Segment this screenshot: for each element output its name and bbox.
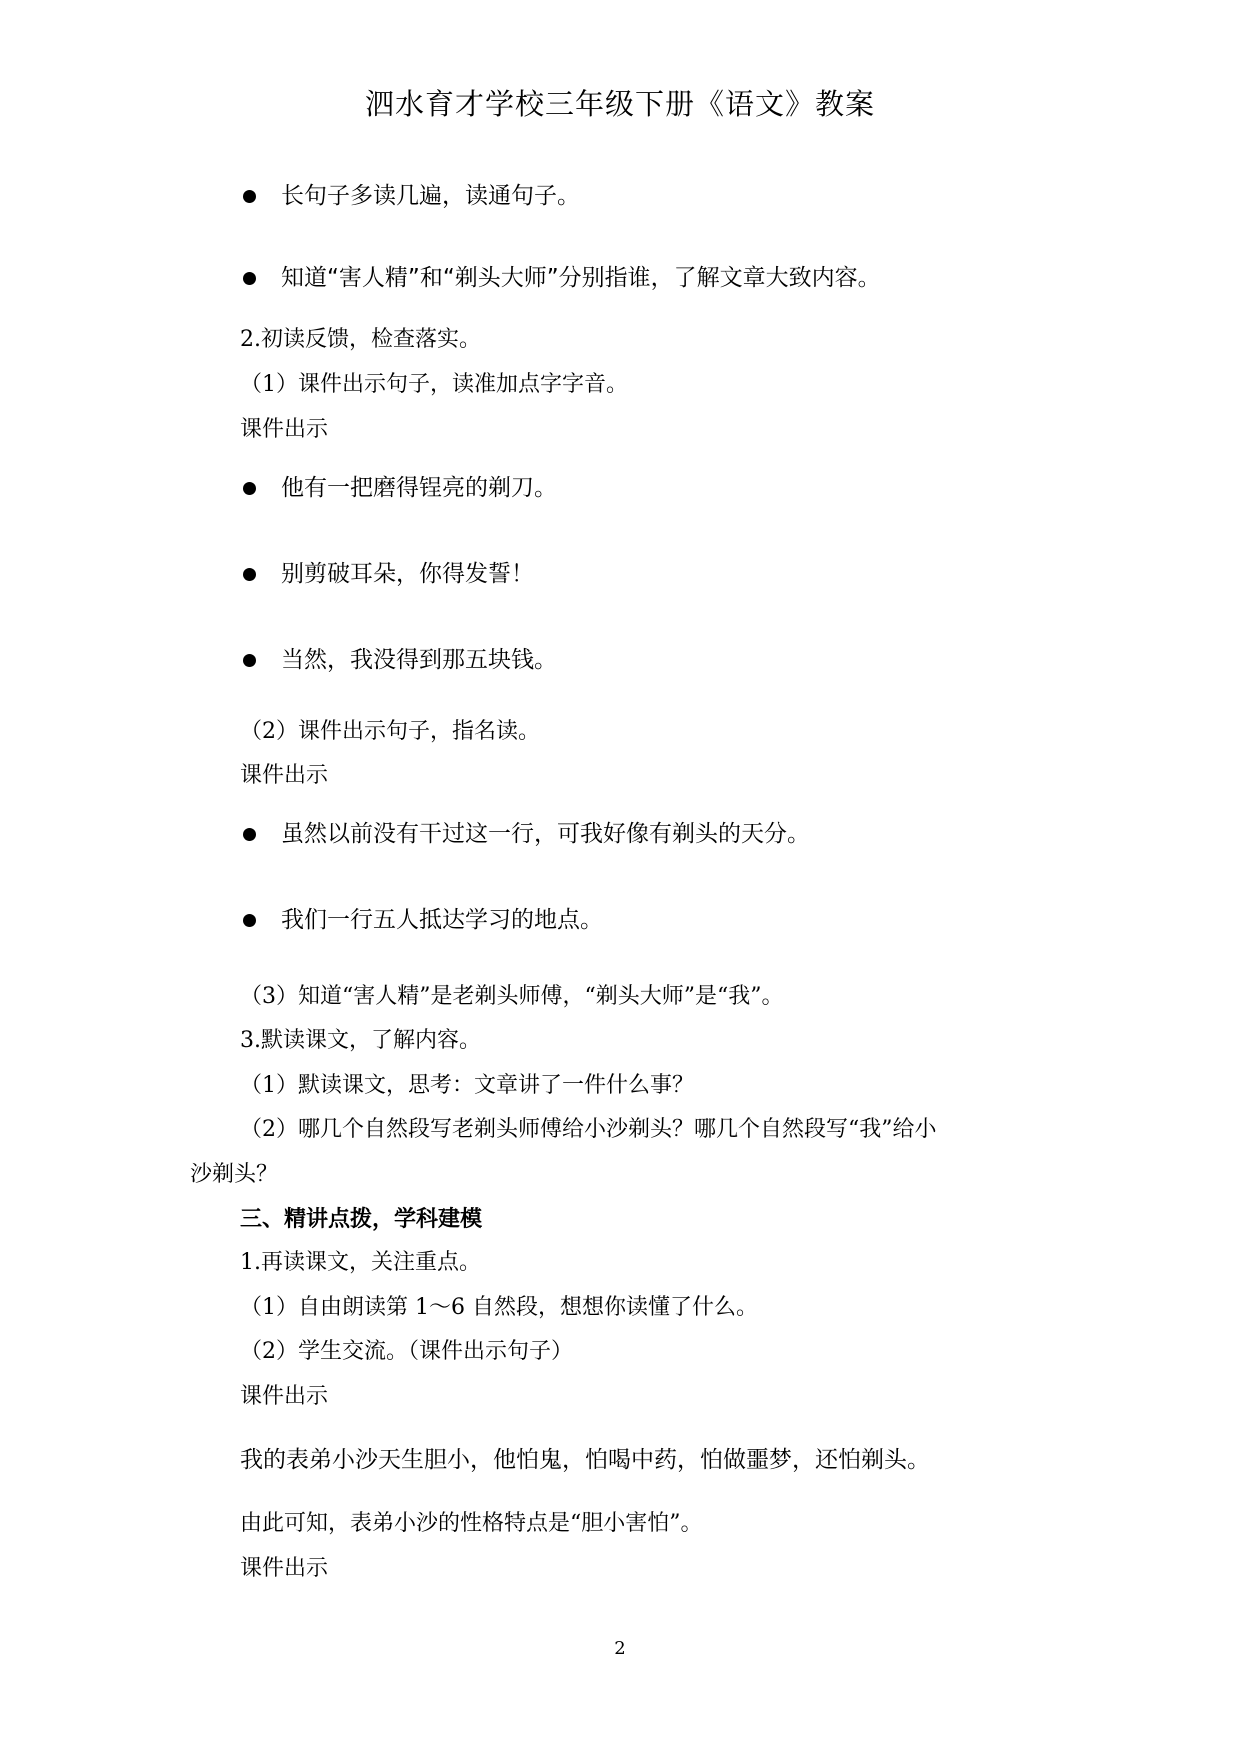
bullet-dot xyxy=(243,914,256,927)
page-header: 泗水育才学校三年级下册《语文》教案 xyxy=(364,87,875,121)
bullet-dot xyxy=(243,654,256,667)
part-heading: 三、精讲点拨，学科建模 xyxy=(240,1206,483,1232)
bullet-dot xyxy=(243,190,256,203)
bullet-dot xyxy=(243,828,256,841)
bullet-dot xyxy=(243,272,256,285)
bullet-text: 长句子多读几遍，读通句子。 xyxy=(281,183,580,209)
bullet-text: 当然，我没得到那五块钱。 xyxy=(281,647,557,673)
bullet-dot xyxy=(243,482,256,495)
bullet-text: 别剪破耳朵，你得发誓！ xyxy=(281,561,534,587)
paragraph: （1）默读课文，思考：文章讲了一件什么事？ xyxy=(240,1073,694,1098)
paragraph: （2）哪几个自然段写老剃头师傅给小沙剃头？哪几个自然段写“我”给小 xyxy=(240,1117,937,1142)
paragraph: （1）课件出示句子，读准加点字字音。 xyxy=(240,372,628,397)
paragraph: （2）课件出示句子，指名读。 xyxy=(240,719,540,744)
bullet-text: 虽然以前没有干过这一行，可我好像有剃头的天分。 xyxy=(281,821,810,847)
bullet-text: 知道“害人精”和“剃头大师”分别指谁，了解文章大致内容。 xyxy=(281,265,881,291)
paragraph: （2）学生交流。（课件出示句子） xyxy=(240,1339,573,1364)
section-title: 3.默读课文，了解内容。 xyxy=(240,1028,481,1053)
paragraph: （1）自由朗读第 1～6 自然段，想想你读懂了什么。 xyxy=(240,1295,758,1320)
bullet-text: 我们一行五人抵达学习的地点。 xyxy=(281,907,603,933)
paragraph: 沙剃头？ xyxy=(190,1162,279,1187)
paragraph: （3）知道“害人精”是老剃头师傅，“剃头大师”是“我”。 xyxy=(240,984,784,1009)
kejian-label: 课件出示 xyxy=(240,1384,329,1409)
quote-text: 我的表弟小沙天生胆小，他怕鬼，怕喝中药，怕做噩梦，还怕剃头。 xyxy=(240,1447,930,1473)
paragraph: 由此可知，表弟小沙的性格特点是“胆小害怕”。 xyxy=(240,1511,703,1536)
bullet-text: 他有一把磨得锃亮的剃刀。 xyxy=(281,475,557,501)
section-title: 2.初读反馈，检查落实。 xyxy=(240,327,481,352)
kejian-label: 课件出示 xyxy=(240,1556,329,1581)
section-title: 1.再读课文，关注重点。 xyxy=(240,1250,481,1275)
kejian-label: 课件出示 xyxy=(240,763,329,788)
bullet-dot xyxy=(243,568,256,581)
page-number: 2 xyxy=(614,1638,626,1659)
kejian-label: 课件出示 xyxy=(240,417,329,442)
